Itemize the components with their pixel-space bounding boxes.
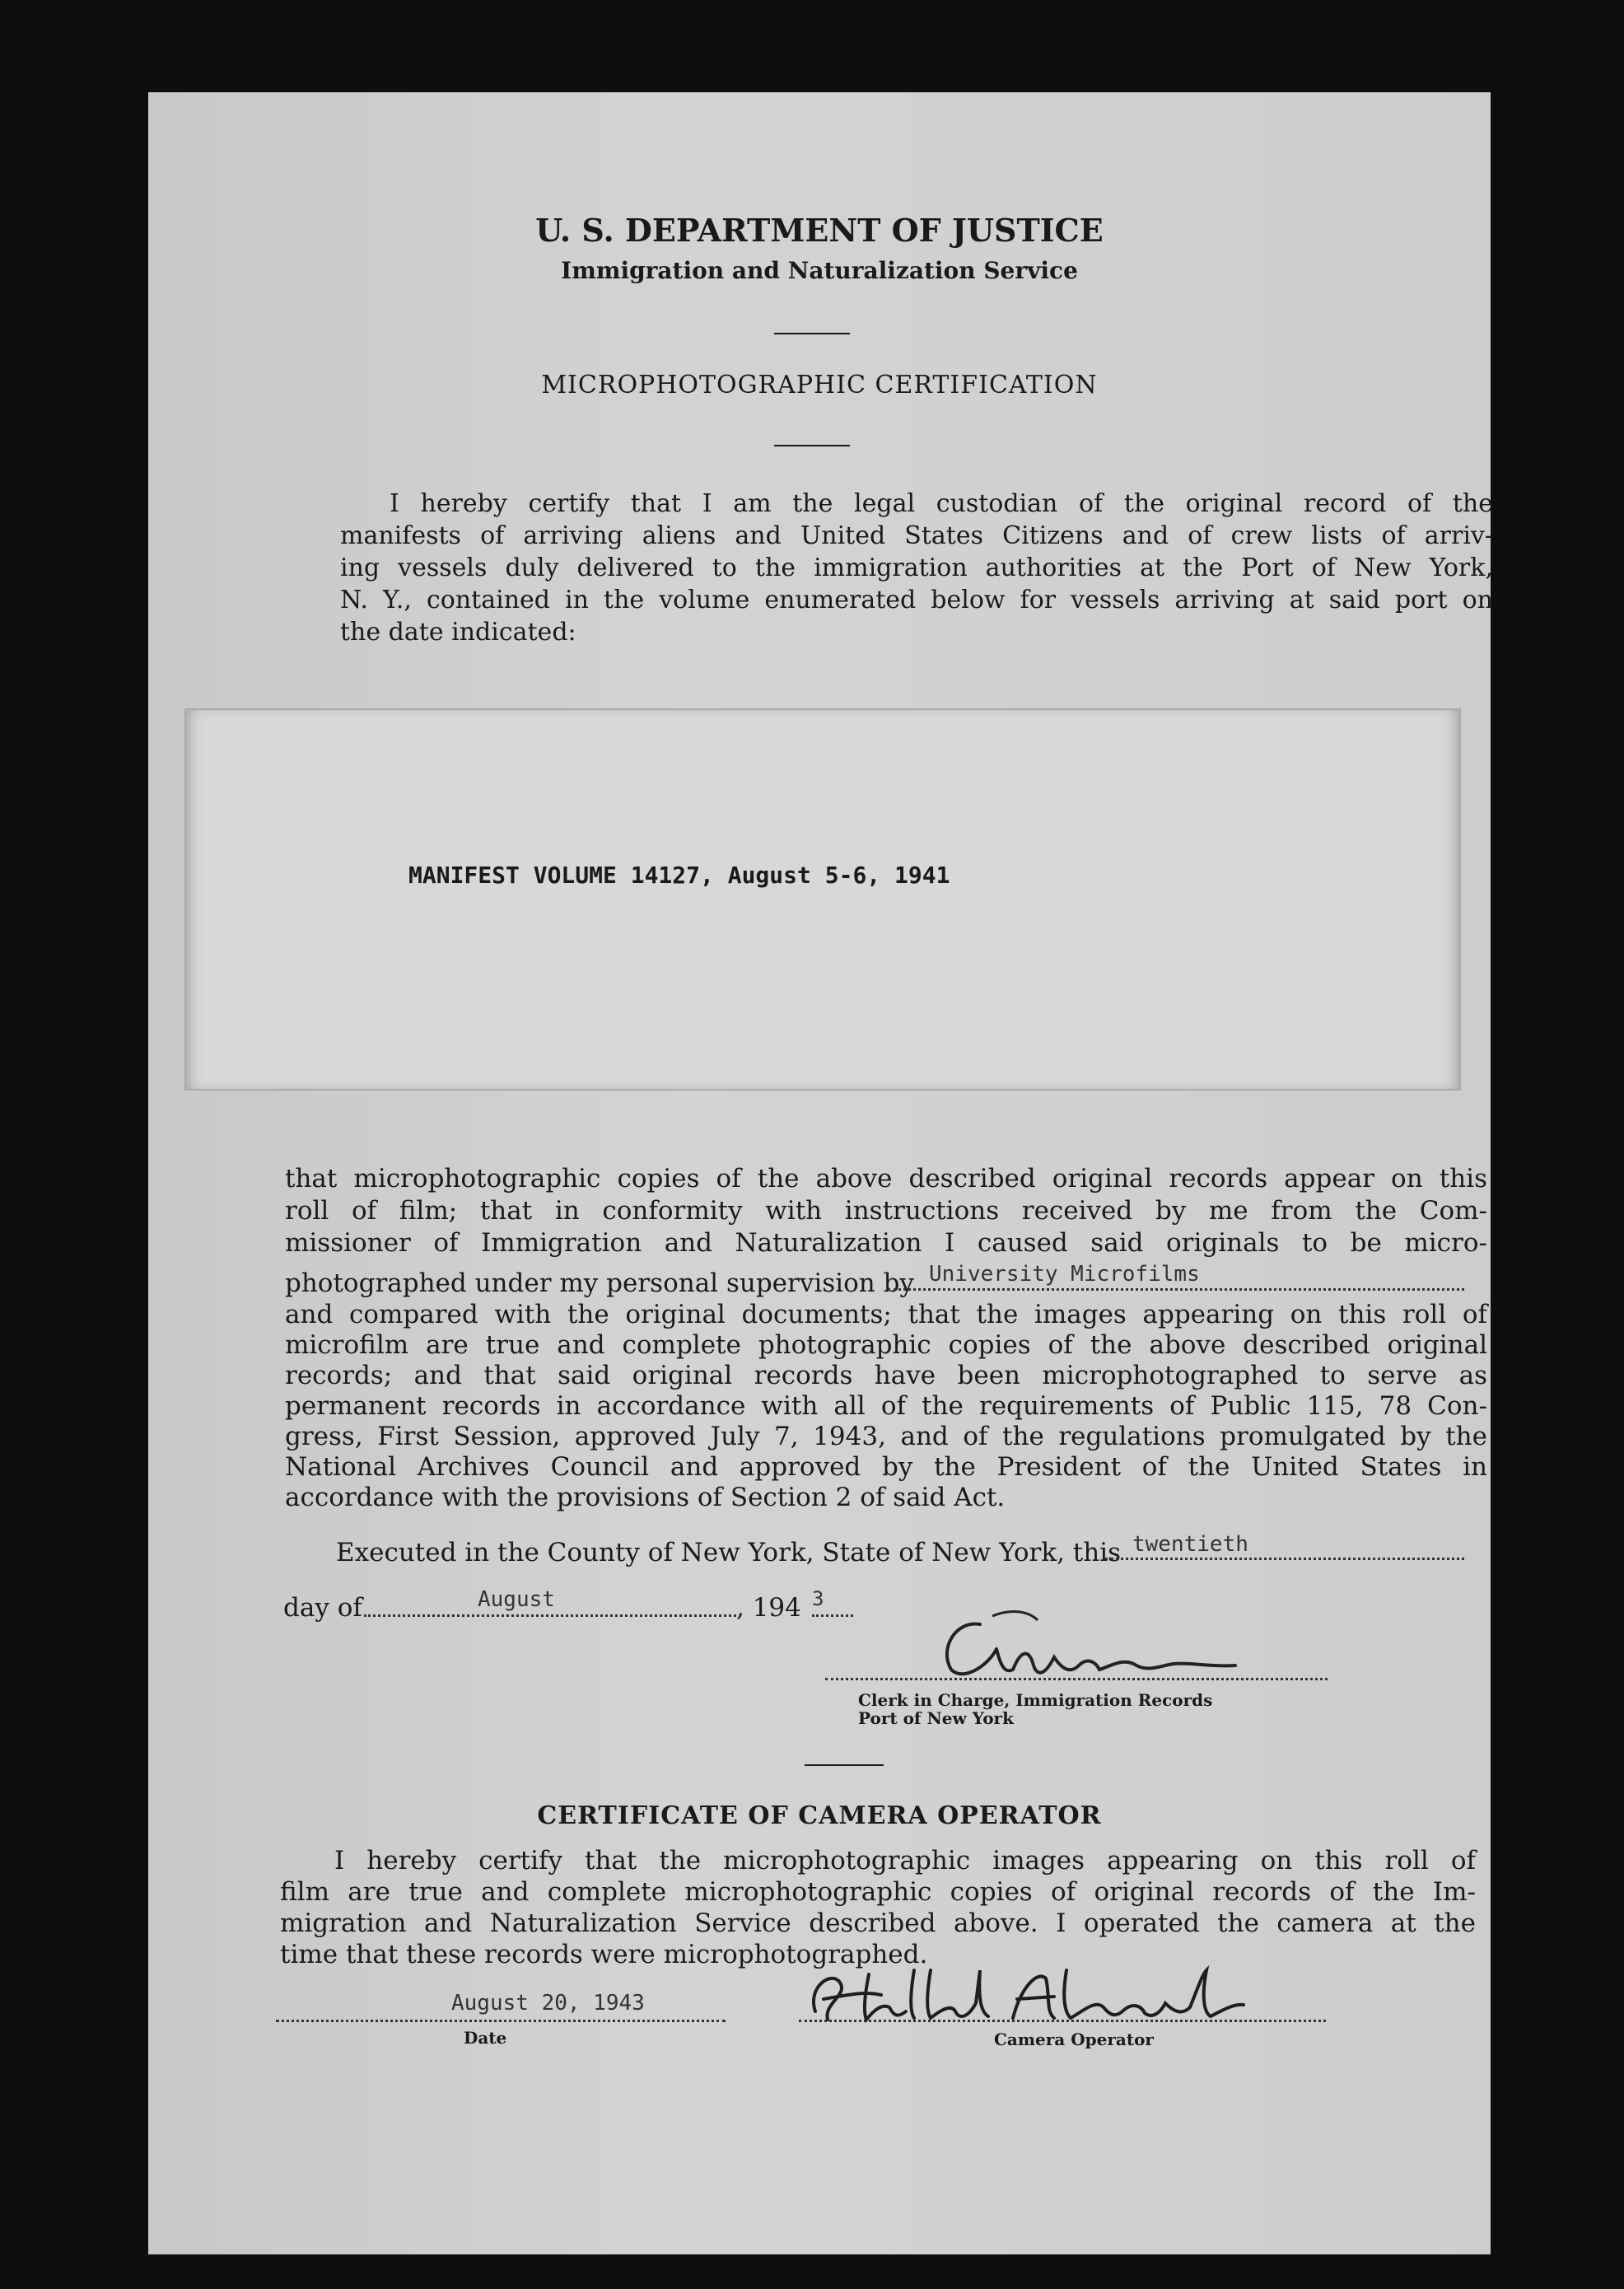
body-line: and compared with the original documents; that the images appearing on this roll of <box>285 1300 1487 1329</box>
body-line: accordance with the provisions of Section 2 of said Act. <box>285 1483 1006 1512</box>
month-value: August <box>478 1587 555 1612</box>
clerk-office: Port of New York <box>858 1708 1014 1728</box>
divider <box>805 1764 884 1766</box>
intro-line: N. Y., contained in the volume enumerated below for vessels arriving at said port on <box>340 586 1493 614</box>
camera-line: I hereby certify that the microphotographic images appearing on this roll of <box>334 1846 1476 1876</box>
intro-line: the date indicated: <box>340 618 576 647</box>
intro-paragraph <box>340 488 1493 648</box>
manifest-inset <box>184 708 1461 1091</box>
day-field-line <box>1105 1558 1464 1560</box>
supervision-value: University Microfilms <box>929 1262 1200 1287</box>
body-line: permanent records in accordance with all of the requirements of Public 115, 78 Con- <box>285 1391 1487 1421</box>
year-field-line <box>812 1614 853 1617</box>
body-paragraph <box>285 1163 1487 1259</box>
manifest-volume-text: MANIFEST VOLUME 14127, August 5-6, 1941 <box>408 862 950 889</box>
page-title: MICROPHOTOGRAPHIC CERTIFICATION <box>541 371 1098 399</box>
year-digit-value: 3 <box>812 1587 824 1610</box>
intro-line: I hereby certify that I am the legal custodian of the original record of the <box>390 489 1493 518</box>
body-line: that microphotographic copies of the above described original records appear on this <box>285 1164 1487 1194</box>
body-line: missioner of Immigration and Naturalization I caused said originals to be micro- <box>285 1228 1487 1258</box>
body-line: roll of film; that in conformity with instructions received by me from the Com- <box>285 1196 1487 1226</box>
date-label: Date <box>464 2028 507 2048</box>
camera-paragraph <box>280 1845 1476 1970</box>
day-value: twentieth <box>1132 1532 1248 1557</box>
supervision-label: photographed under my personal supervision by <box>285 1268 914 1298</box>
body-line: National Archives Council and approved by the President of the United States in <box>285 1452 1487 1482</box>
month-field-line <box>364 1614 736 1617</box>
camera-line: film are true and complete microphotographic copies of original records of the Im- <box>280 1877 1476 1907</box>
intro-line: manifests of arriving aliens and United States Citizens and of crew lists of arriv- <box>340 521 1493 550</box>
service-subtitle: Immigration and Naturalization Service <box>561 257 1078 284</box>
camera-heading: CERTIFICATE OF CAMERA OPERATOR <box>537 1801 1102 1830</box>
body-line: microfilm are true and complete photographic copies of the above described original <box>285 1330 1487 1360</box>
operator-label: Camera Operator <box>994 2030 1154 2049</box>
body-paragraph-continued <box>285 1300 1487 1513</box>
date-value: August 20, 1943 <box>451 1991 645 2016</box>
day-of-label: day of <box>283 1593 362 1623</box>
agency-title: U. S. DEPARTMENT OF JUSTICE <box>535 212 1104 249</box>
year-label: , 194 <box>736 1593 801 1623</box>
divider <box>774 445 850 446</box>
clerk-signature-icon <box>922 1600 1268 1690</box>
clerk-title: Clerk in Charge, Immigration Records <box>858 1690 1213 1710</box>
intro-line: ing vessels duly delivered to the immigration authorities at the Port of New York, <box>340 554 1493 582</box>
body-line: records; and that said original records have been microphotographed to serve as <box>285 1361 1487 1390</box>
supervision-field-line <box>888 1288 1464 1291</box>
divider <box>774 333 850 334</box>
operator-signature-icon <box>791 1954 1252 2036</box>
executed-label: Executed in the County of New York, State of New York, this <box>336 1538 1122 1567</box>
certificate-page <box>148 92 1491 2254</box>
camera-line: time that these records were microphotographed. <box>280 1940 928 1969</box>
body-line: gress, First Session, approved July 7, 1943, and of the regulations promulgated by the <box>285 1422 1487 1451</box>
camera-line: migration and Naturalization Service described above. I operated the camera at the <box>280 1908 1476 1938</box>
date-field-line <box>276 2020 726 2022</box>
